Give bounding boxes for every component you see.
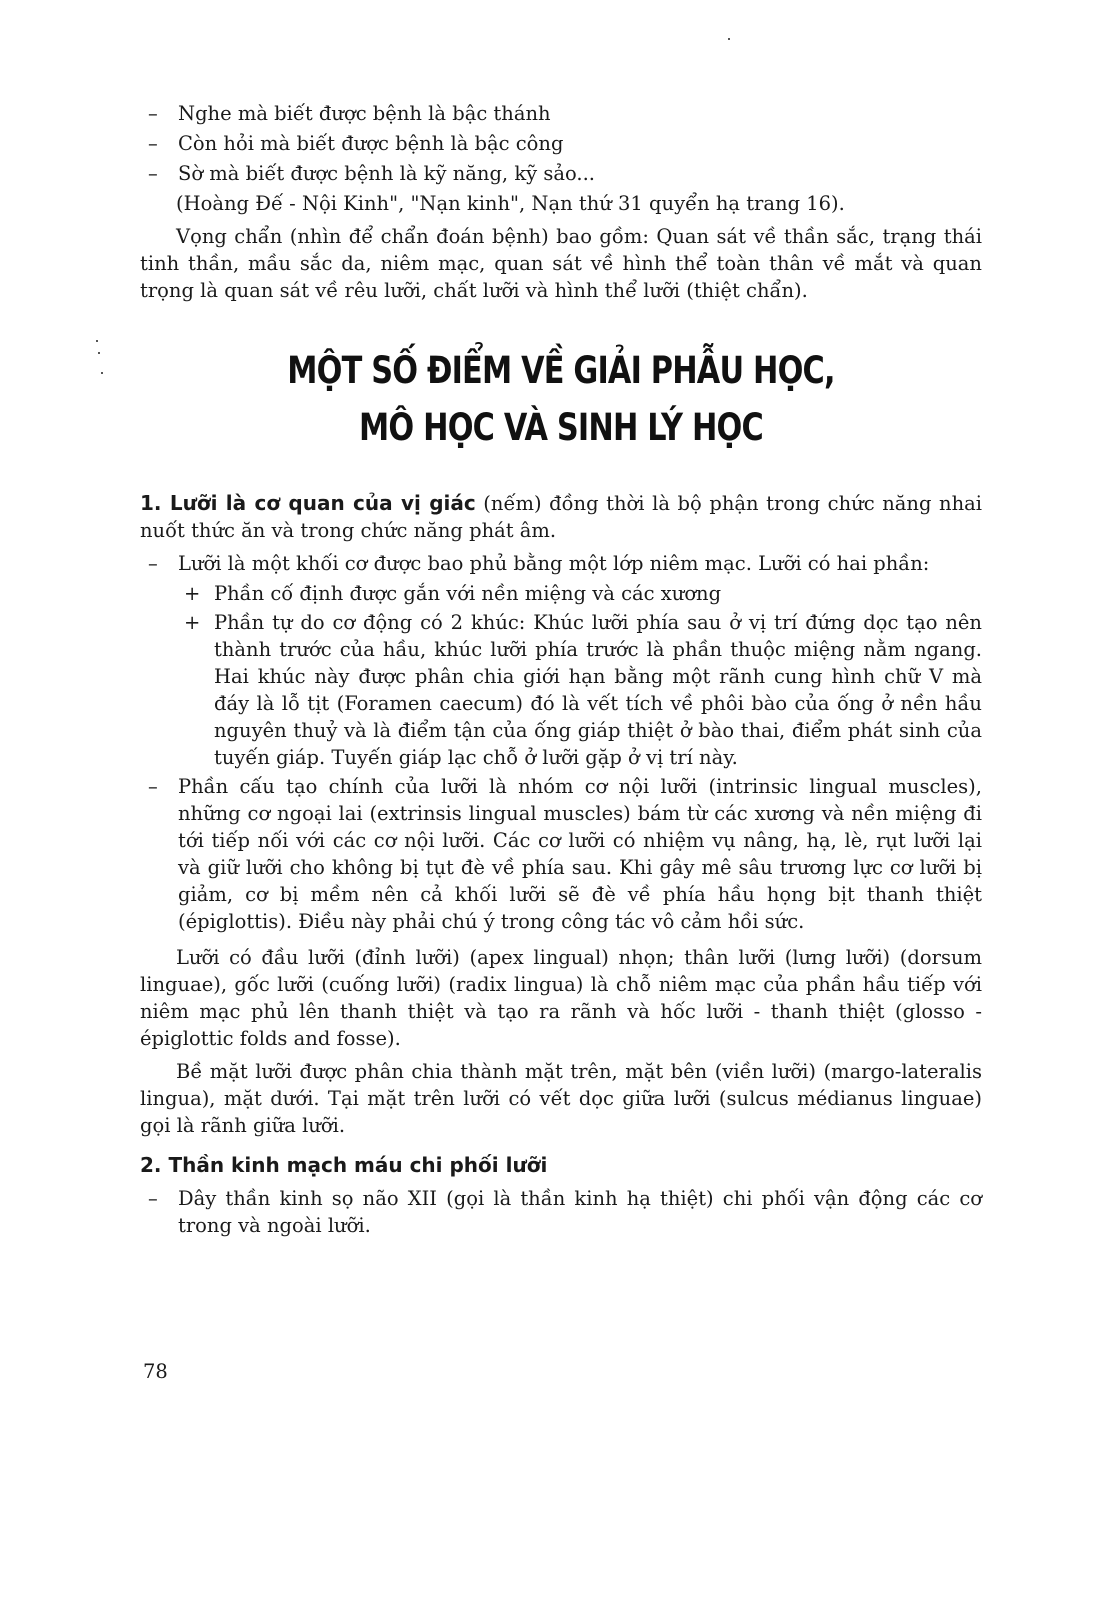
section-2-heading: 2. Thần kinh mạch máu chi phối lưỡi — [140, 1153, 548, 1177]
section-title — [216, 342, 906, 456]
page-content — [140, 100, 982, 1242]
sub-item: + Phần tự do cơ động có 2 khúc: Khúc lưỡi phía sau ở vị trí đứng dọc tạo nên thành trước của hầu, khúc lưỡi phía trước là phần thuộc miệng nằm ngang. Hai khúc này được phân chia giới hạn bằng một rãnh cung hình chữ V mà đáy là lỗ tịt (Foramen caecum) đó là vết tích về phôi bào của ống ở nền hầu nguyên thuỷ và là điểm tận của ống giáp thiệt ở bào thai, điểm phát sinh của tuyến giáp. Tuyến giáp lạc chỗ ở lưỡi gặp ở vị trí này. — [184, 611, 982, 769]
section-1-bullet: – Lưỡi là một khối cơ được bao phủ bằng một lớp niêm mạc. Lưỡi có hai phần: — [148, 552, 930, 575]
section-1-bullet: – Phần cấu tạo chính của lưỡi là nhóm cơ nội lưỡi (intrinsic lingual muscles), những cơ ngoại lai (extrinsis lingual muscles) bám từ các xương và nền miệng đi tới tiếp nối với các cơ nội lưỡi. Các cơ lưỡi có nhiệm vụ nâng, hạ, lè, rụt lưỡi lại và giữ lưỡi cho không bị tụt đè về phía sau. Khi gây mê sâu trương lực cơ lưỡi bị giảm, cơ bị mềm nên cả khối lưỡi sẽ đè về phía hầu họng bịt thanh thiệt (épiglottis). Điều này phải chú ý trong công tác vô cảm hồi sức. — [148, 775, 982, 933]
page-number: 78 — [143, 1360, 168, 1383]
intro-bullet: – Còn hỏi mà biết được bệnh là bậc công — [148, 132, 564, 155]
body-paragraph: Bề mặt lưỡi được phân chia thành mặt trên, mặt bên (viền lưỡi) (margo-lateralis lingua), mặt dưới. Tại mặt trên lưỡi có vết dọc giữa lưỡi (sulcus médianus linguae) gọi là rãnh giữa lưỡi. — [140, 1060, 982, 1137]
intro-bullet-list — [140, 100, 982, 187]
scan-speck — [101, 372, 103, 374]
section-2-bullet: – Dây thần kinh sọ não XII (gọi là thần kinh hạ thiệt) chi phối vận động các cơ trong và ngoài lưỡi. — [148, 1187, 982, 1237]
title-line-1: MỘT SỐ ĐIỂM VỀ GIẢI PHẪU HỌC, — [287, 349, 835, 392]
body-paragraph: Lưỡi có đầu lưỡi (đỉnh lưỡi) (apex lingual) nhọn; thân lưỡi (lưng lưỡi) (dorsum linguae), gốc lưỡi (cuống lưỡi) (radix lingua) là chỗ niêm mạc của phần hầu tiếp với niêm mạc phủ lên thanh thiệt và tạo ra rãnh và hốc lưỡi - thanh thiệt (glosso - épiglottic folds and fosse). — [140, 946, 982, 1050]
sub-item: + Phần cố định được gắn với nền miệng và các xương — [184, 582, 722, 605]
section-1-intro: 1. Lưỡi là cơ quan của vị giác (nếm) đồng thời là bộ phận trong chức năng nhai nuốt thức ăn và trong chức năng phát âm. — [140, 491, 982, 542]
scan-speck — [98, 352, 100, 354]
section-1-heading: 1. Lưỡi là cơ quan của vị giác — [140, 491, 476, 515]
scan-speck — [96, 340, 98, 342]
sub-item-list — [140, 580, 982, 771]
citation: (Hoàng Đế - Nội Kinh", "Nạn kinh", Nạn thứ 31 quyển hạ trang 16). — [176, 192, 845, 215]
intro-bullet: – Nghe mà biết được bệnh là bậc thánh — [148, 102, 551, 125]
intro-bullet: – Sờ mà biết được bệnh là kỹ năng, kỹ sảo... — [148, 162, 595, 185]
title-line-2: MÔ HỌC VÀ SINH LÝ HỌC — [359, 406, 763, 449]
scan-speck — [728, 38, 730, 40]
vong-chan-paragraph: Vọng chẩn (nhìn để chẩn đoán bệnh) bao gồm: Quan sát về thần sắc, trạng thái tinh thần, mầu sắc da, niêm mạc, quan sát về hình thể toàn thân về mắt và quan trọng là quan sát về rêu lưỡi, chất lưỡi và hình thể lưỡi (thiệt chẩn). — [140, 225, 982, 302]
